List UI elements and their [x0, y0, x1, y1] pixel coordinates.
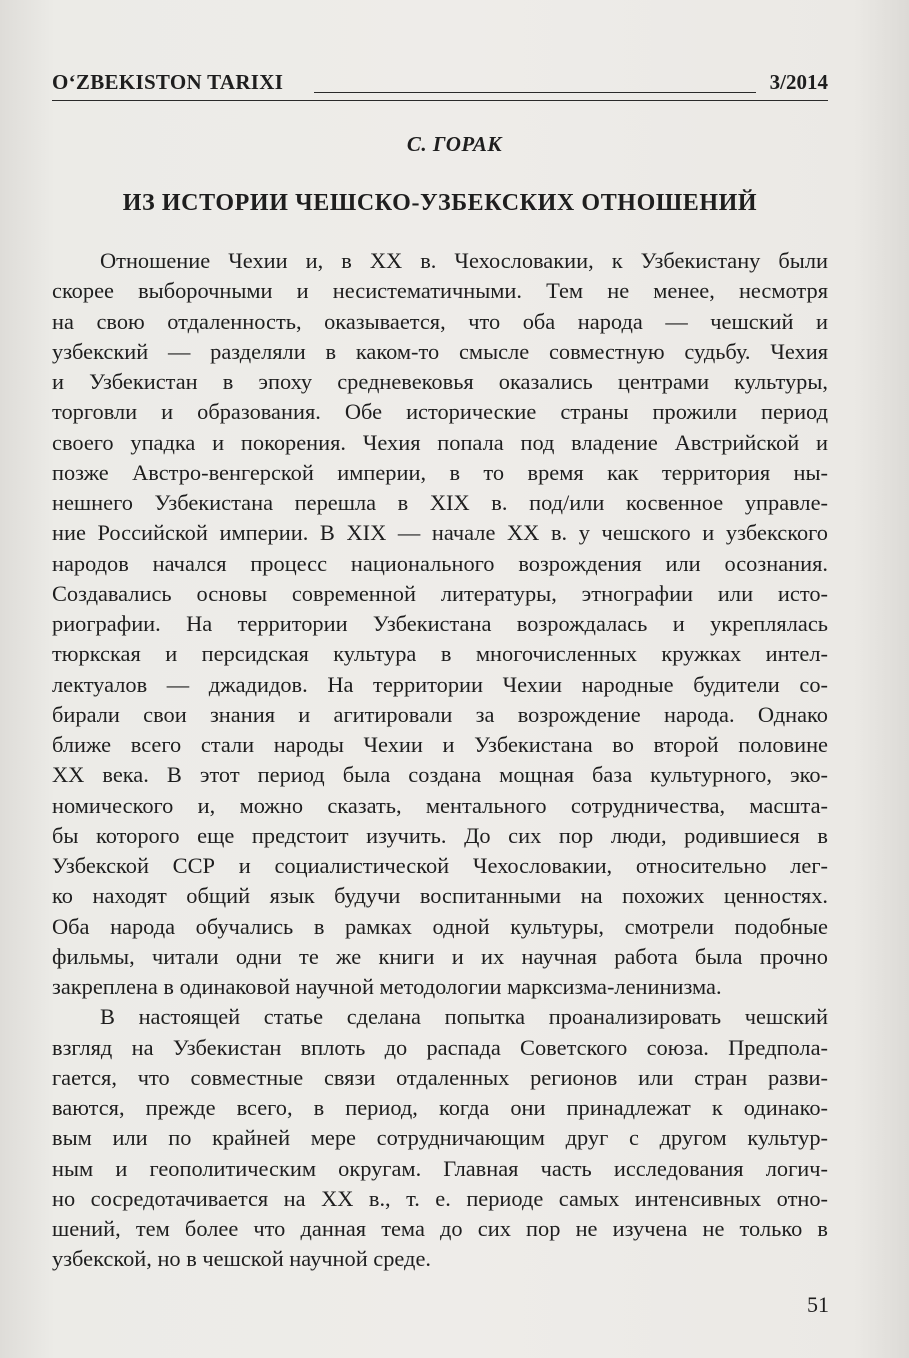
text-line: ближе всего стали народы Чехии и Узбекистана во второй половине: [52, 732, 828, 757]
text-line: тюркская и персидская культура в многочисленных кружках интел-: [52, 641, 828, 667]
text-line: торговли и образования. Обе исторические страны прожили период: [52, 399, 828, 425]
text-line: фильмы, читали одни те же книги и их научная работа была прочно: [52, 943, 828, 969]
running-header: [52, 70, 828, 98]
text-line: шений, тем более что данная тема до сих пор не изучена не только в: [52, 1216, 828, 1241]
text-line: позже Австро-венгерской империи, в то время как территория ны-: [52, 459, 828, 485]
text-line: Создавались основы современной литературы, этнографии или исто-: [52, 580, 828, 606]
journal-title: O‘ZBEKISTON TARIXI: [52, 70, 284, 94]
article-body: [52, 246, 828, 1275]
header-divider: [52, 100, 828, 101]
text-line: бы которого еще предстоит изучить. До сих пор люди, родившиеся в: [52, 822, 828, 848]
text-line: скорее выборочными и несистематичными. Тем не менее, несмотря: [52, 278, 828, 304]
text-line: номического и, можно сказать, ментального сотрудничества, масшта-: [52, 792, 828, 818]
text-line: Оба народа обучались в рамках одной культуры, смотрели подобные: [52, 913, 828, 939]
text-line: на свою отдаленность, оказывается, что оба народа — чешский и: [52, 308, 828, 334]
text-line: риографии. На территории Узбекистана возрождалась и укреплялась: [52, 611, 828, 636]
text-line: но сосредотачивается на XX в., т. е. периоде самых интенсивных отно-: [52, 1185, 828, 1211]
text-line: взгляд на Узбекистан вплоть до распада Советского союза. Предпола-: [52, 1034, 828, 1060]
text-line: Узбекской ССР и социалистической Чехословакии, относительно лег-: [52, 853, 828, 878]
text-line: ко находят общий язык будучи воспитанными на похожих ценностях.: [52, 883, 828, 909]
issue-number: 3/2014: [769, 70, 828, 94]
text-line: гается, что совместные связи отдаленных регионов или стран разви-: [52, 1064, 828, 1090]
text-line: своего упадка и покорения. Чехия попала под владение Австрийской и: [52, 429, 828, 455]
text-line: В настоящей статье сделана попытка проанализировать чешский: [100, 1004, 828, 1030]
page-number: 51: [807, 1292, 829, 1317]
text-line: XX века. В этот период была создана мощная база культурного, эко-: [52, 762, 828, 788]
text-line: узбекский — разделяли в каком-то смысле совместную судьбу. Чехия: [52, 338, 828, 364]
text-line: ваются, прежде всего, в период, когда они принадлежат к одинако-: [52, 1095, 828, 1120]
header-rule: [314, 92, 756, 93]
article-author: С. ГОРАК: [406, 132, 503, 156]
text-line: вым или по крайней мере сотрудничающим друг с другом культур-: [52, 1125, 828, 1151]
article-title: ИЗ ИСТОРИИ ЧЕШСКО-УЗБЕКСКИХ ОТНОШЕНИЙ: [122, 190, 758, 216]
text-line: лектуалов — джадидов. На территории Чехии народные будители со-: [52, 671, 828, 697]
text-line: закреплена в одинаковой научной методологии марксизма-ленинизма.: [52, 974, 722, 999]
text-line: бирали свои знания и агитировали за возрождение народа. Однако: [52, 701, 828, 727]
text-line: ние Российской империи. В XIX — начале XX в. у чешского и узбекского: [52, 520, 828, 546]
text-line: ным и геополитическим округам. Главная часть исследования логич-: [52, 1155, 828, 1181]
text-line: Отношение Чехии и, в XX в. Чехословакии, к Узбекистану были: [100, 248, 828, 273]
text-line: узбекской, но в чешской научной среде.: [52, 1246, 431, 1272]
text-line: нешнего Узбекистана перешла в XIX в. под/или косвенное управле-: [52, 490, 828, 515]
text-line: и Узбекистан в эпоху средневековья оказались центрами культуры,: [52, 369, 828, 394]
text-line: народов начался процесс национального возрождения или осознания.: [52, 550, 828, 576]
